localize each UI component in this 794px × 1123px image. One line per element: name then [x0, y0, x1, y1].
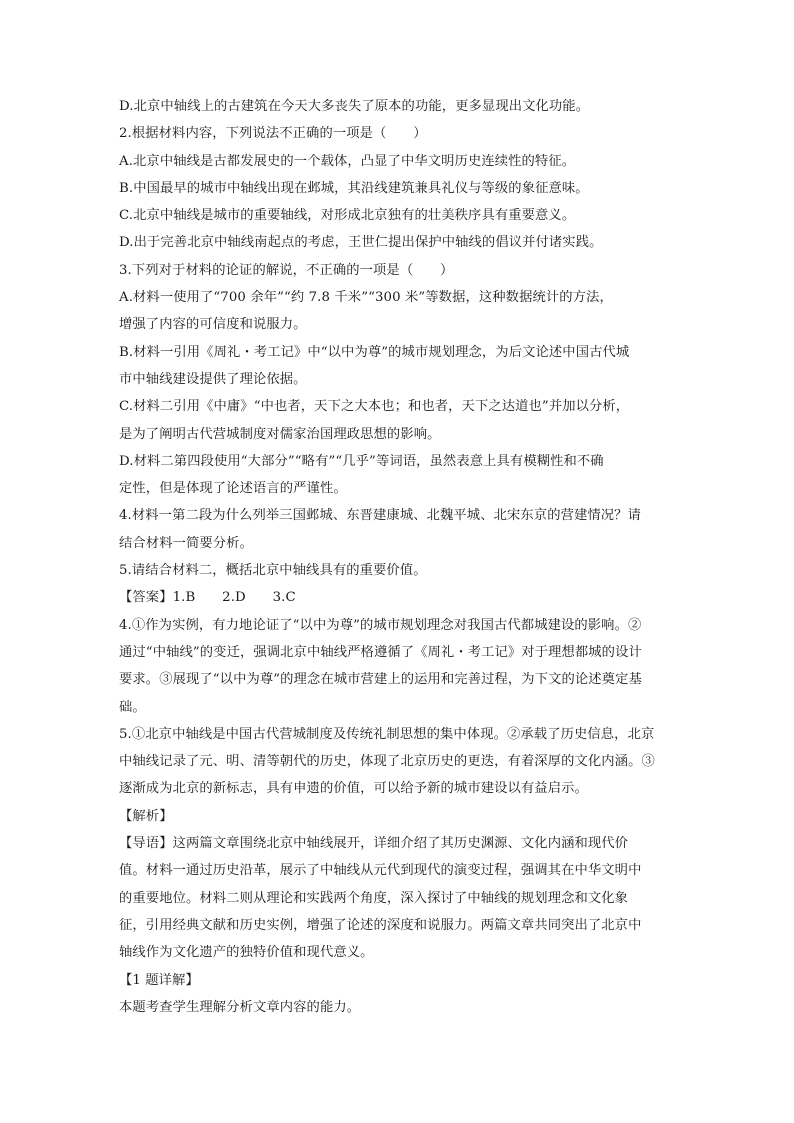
option-d-q3: D.材料二第四段使用“大部分”“略有”“几乎”等词语，虽然表意上具有模糊性和不确	[119, 453, 604, 469]
option-d-q1: D.北京中轴线上的古建筑在今天大多丧失了原本的功能，更多显现出文化功能。	[119, 99, 590, 114]
guide-line-3: 的重要地位。材料二则从理论和实践两个角度，深入探讨了中轴线的规划理念和文化象	[119, 890, 629, 906]
guide-line-5: 轴线作为文化遗产的独特价值和现代意义。	[119, 945, 374, 961]
option-d-q2: D.出于完善北京中轴线南起点的考虑，王世仁提出保护中轴线的倡议并付诸实践。	[119, 235, 603, 251]
option-b-q3: B.材料一引用《周礼・考工记》中“以中为尊”的城市规划理念，为后文论述中国古代城	[119, 344, 630, 360]
option-c-q3: C.材料二引用《中庸》“中也者，天下之大本也；和也者，天下之达道也”并加以分析，	[119, 399, 630, 415]
answer-5-line-2: 中轴线记录了元、明、清等朝代的历史，体现了北京历史的更迭，有着深厚的文化内涵。③	[119, 754, 655, 770]
option-b-q2: B.中国最早的城市中轴线出现在邺城，其沿线建筑兼具礼仪与等级的象征意味。	[119, 180, 589, 196]
guide-line-1: 【导语】这两篇文章围绕北京中轴线展开，详细介绍了其历史渊源、文化内涵和现代价	[119, 836, 629, 852]
guide-line-4: 征，引用经典文献和历史实例，增强了论述的深度和说服力。两篇文章共同突出了北京中	[119, 917, 642, 933]
answer-5-line-3: 逐渐成为北京的新标志，具有申遗的价值，可以给予新的城市建设以有益启示。	[119, 781, 588, 797]
option-b-q3-cont: 市中轴线建设提供了理论依据。	[119, 371, 307, 387]
question-4: 4.材料一第二段为什么列举三国邺城、东晋建康城、北魏平城、北宋东京的营建情况？请	[119, 508, 641, 524]
option-d-q3-cont: 定性，但是体现了论述语言的严谨性。	[119, 481, 347, 497]
q1-detail-text: 本题考查学生理解分析文章内容的能力。	[119, 999, 361, 1015]
analysis-heading: 【解析】	[119, 808, 173, 824]
question-5: 5.请结合材料二，概括北京中轴线具有的重要价值。	[119, 563, 427, 579]
question-4-cont: 结合材料一简要分析。	[119, 535, 253, 551]
answer-4-line-4: 础。	[119, 699, 146, 715]
guide-line-2: 值。材料一通过历史沿革，展示了中轴线从元代到现代的演变过程，强调其在中华文明中	[119, 863, 642, 879]
option-c-q3-cont: 是为了阐明古代营城制度对儒家治国理政思想的影响。	[119, 426, 441, 442]
question-3: 3.下列对于材料的论证的解说，不正确的一项是（ ）	[119, 262, 454, 278]
answer-4-line-1: 4.①作为实例，有力地论证了“以中为尊”的城市规划理念对我国古代都城建设的影响。②	[119, 617, 642, 633]
option-c-q2: C.北京中轴线是城市的重要轴线，对形成北京独有的壮美秩序具有重要意义。	[119, 208, 576, 224]
document-body	[119, 93, 679, 1021]
answer-5-line-1: 5.①北京中轴线是中国古代营城制度及传统礼制思想的集中体现。②承载了历史信息，北京	[119, 726, 655, 742]
answer-4-line-2: 通过“中轴线”的变迁，强调北京中轴线严格遵循了《周礼・考工记》对于理想都城的设计	[119, 644, 642, 660]
answer-key: 【答案】1.B 2.D 3.C	[119, 590, 296, 606]
answer-4-line-3: 要求。③展现了“以中为尊”的理念在城市营建上的运用和完善过程，为下文的论述奠定基	[119, 672, 642, 688]
option-a-q2: A.北京中轴线是古都发展史的一个载体，凸显了中华文明历史连续性的特征。	[119, 153, 576, 169]
option-a-q3: A.材料一使用了“700 余年”“约 7.8 千米”“300 米”等数据，这种数据统计的方法，	[119, 290, 613, 306]
question-2: 2.根据材料内容，下列说法不正确的一项是（ ）	[119, 126, 427, 142]
q1-detail-heading: 【1 题详解】	[119, 972, 199, 988]
option-a-q3-cont: 增强了内容的可信度和说服力。	[119, 317, 307, 333]
